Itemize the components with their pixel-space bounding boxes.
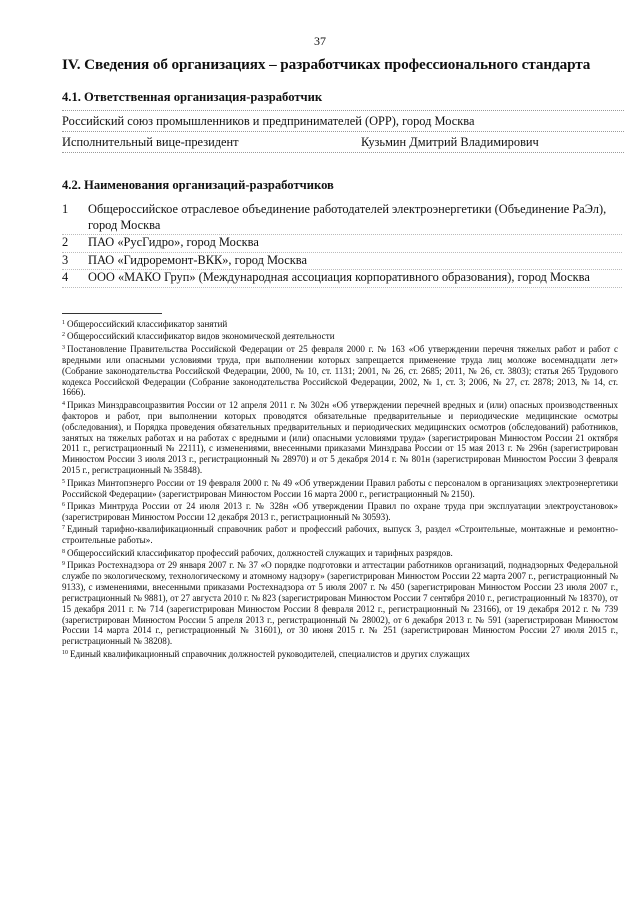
list-item [62, 202, 622, 235]
footnote [62, 648, 618, 660]
footnote-text: Единый квалификационный справочник должностей руководителей, специалистов и других служащих [70, 648, 470, 659]
footnote-text: Приказ Минтопэнерго России от 19 февраля 2000 г. № 49 «Об утверждении Правил работы с персоналом в организациях электроэнергетики Российской Федерации» (зарегистрирован Минюстом России 16 марта 2000 г., регистрационный № 2150). [62, 477, 618, 499]
footnote-separator [62, 313, 162, 314]
list-item-text: ПАО «Гидроремонт-ВКК», город Москва [88, 252, 307, 267]
list-item [62, 235, 622, 253]
list-item-number: 2 [62, 235, 69, 249]
list-item [62, 253, 622, 271]
footnote-text: Общероссийский классификатор видов экономической деятельности [67, 331, 335, 342]
footnotes [62, 318, 618, 660]
footnote [62, 330, 618, 342]
list-item-number: 1 [62, 202, 69, 216]
responsible-heading: 4.1. Ответственная организация-разработчик [62, 90, 323, 104]
responsible-person: Кузьмин Дмитрий Владимирович [361, 135, 539, 149]
footnote-number: 2 [62, 332, 65, 339]
footnote [62, 547, 618, 559]
footnote [62, 477, 618, 500]
footnote-text: Общероссийский классификатор профессий рабочих, должностей служащих и тарифных разрядов. [67, 547, 453, 558]
footnote-number: 1 [62, 320, 65, 326]
footnote-text: Приказ Ростехнадзора от 29 января 2007 г. № 37 «О порядке подготовки и аттестации работников организаций, поднадзорных Федеральной службе по экологическому, технологическому и атомному надзору» (зарегистрирован Минюстом России 22 марта 2007 г., регистрационный № 9133), с изменениями, внесенными приказами Ростехнадзора от 5 июля 2007 г. № 450 (зарегистрирован Минюстом России 23 июля 2007 г., регистрационный № 9881), от 27 августа 2010 г. № 823 (зарегистрирован Минюстом России 7 сентября 2010 г., регистрационный № 18370), от 15 декабря 2011 г. № 714 (зарегистрирован Минюстом России 8 февраля 2012 г., регистрационный № 23166), от 19 декабря 2012 г. № 739 (зарегистрирован Минюстом России 5 апреля 2013 г., регистрационный № 28002), от 6 декабря 2013 г. № 591 (зарегистрирован Минюстом России 14 марта 2014 г., регистрационный № 31601), от 30 июня 2015 г. № 251 (зарегистрирован Минюстом России 27 июля 2015 г., регистрационный № 38208). [62, 560, 618, 647]
footnote [62, 399, 618, 476]
responsible-org-row [62, 110, 624, 132]
list-item-text: ООО «МАКО Груп» (Международная ассоциация корпоративного образования), город Москва [88, 270, 590, 284]
footnote [62, 343, 618, 399]
responsible-org: Российский союз промышленников и предпринимателей (ОРР), город Москва [62, 114, 475, 128]
footnote-number: 6 [62, 502, 65, 508]
page-number: 37 [314, 34, 326, 48]
footnote-number: 10 [62, 649, 68, 656]
footnote-number: 4 [62, 400, 65, 407]
footnote-text: Единый тарифно-квалификационный справочник работ и профессий рабочих, выпуск 3, раздел «Строительные, монтажные и ремонтно-строительные работы». [62, 524, 618, 546]
footnote-number: 3 [62, 344, 65, 351]
developers-list [62, 202, 622, 288]
footnote-number: 5 [62, 478, 65, 485]
footnote-number: 7 [62, 525, 65, 532]
list-item-text: Общероссийское отраслевое объединение работодателей электроэнергетики (Объединение РаЭл), город Москва [88, 202, 607, 232]
footnote [62, 559, 618, 647]
footnote [62, 318, 618, 330]
footnote [62, 523, 618, 546]
responsible-person-row [62, 132, 624, 153]
list-item-text: ПАО «РусГидро», город Москва [88, 235, 259, 249]
responsible-position: Исполнительный вице-президент [62, 135, 239, 149]
footnote-text: Постановление Правительства Российской Федерации от 25 февраля 2000 г. № 163 «Об утверждении перечня тяжелых работ и работ с вредными или опасными условиями труда, при выполнении которых запрещается применение труда лиц моложе восемнадцати лет» (Собрание законодательства Российской Федерации, 2000, № 10, ст. 1131; 2001, № 26, ст. 2685; 2011, № 26, ст. 3803); статья 265 Трудового кодекса Российской Федерации (Собрание законодательства Российской Федерации, 2002, № 1, ст. 3; 2006, № 27, ст. 2878; 2013, № 14, ст. 1666). [62, 343, 618, 398]
footnote-text: Приказ Минтруда России от 24 июля 2013 г. № 328н «Об утверждении Правил по охране труда при эксплуатации электроустановок» (зарегистрирован Минюстом России 12 декабря 2013 г., регистрационный № 30593). [62, 501, 618, 522]
footnote-number: 9 [62, 561, 65, 568]
developers-heading: 4.2. Наименования организаций-разработчиков [62, 178, 334, 192]
footnote-number: 8 [62, 548, 65, 555]
list-item-number: 3 [62, 252, 69, 267]
footnote-text: Общероссийский классификатор занятий [67, 319, 228, 329]
footnote [62, 500, 618, 523]
responsible-table [62, 110, 624, 153]
list-item [62, 270, 622, 288]
footnote-text: Приказ Минздравсоцразвития России от 12 апреля 2011 г. № 302н «Об утверждении перечней вредных и (или) опасных производственных факторов и работ, при выполнении которых проводятся обязательные предварительные и периодические медицинские осмотры (обследования), и Порядка проведения обязательных предварительных и периодических медицинских осмотров (обследований) работников, занятых на тяжелых работах и на работах с вредными и (или) опасными условиями труда» (зарегистрирован Минюстом России 21 октября 2011 г., регистрационный № 22111), с изменениями, внесенными приказами Минздрава России от 15 мая 2013 г. № 296н (зарегистрирован Минюстом России 3 июля 2013 г., регистрационный № 28970) и от 5 декабря 2014 г. № 801н (зарегистрирован Минюстом России 3 февраля 2015 г., регистрационный № 35848). [62, 399, 618, 476]
section-title: IV. Сведения об организациях – разработчиках профессионального стандарта [62, 56, 591, 73]
list-item-number: 4 [62, 270, 69, 284]
